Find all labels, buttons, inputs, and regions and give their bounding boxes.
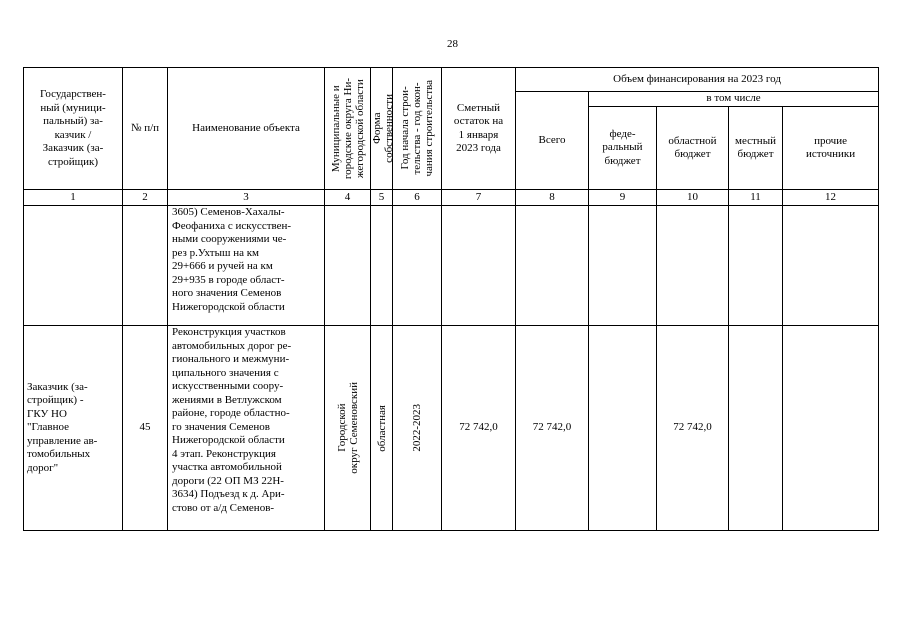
page-number: 28 xyxy=(447,38,458,50)
row-ownership: областная xyxy=(375,404,388,452)
column-number: 8 xyxy=(516,190,589,206)
row-object-name: 3605) Семенов-Хахалы- Феофаниха с искусствен- ными сооружениями че- рез р.Ухтыш на км 29+666 и ручей на км 29+935 в городе област- ного значения Семенов Нижегородской области xyxy=(168,206,325,326)
header-federal: феде- ральный бюджет xyxy=(589,107,657,190)
table-row xyxy=(24,326,879,531)
financing-table xyxy=(23,67,879,531)
row-municipality-cell xyxy=(325,326,371,531)
row-municipality: Городской округ Семеновский xyxy=(335,382,360,474)
header-local: местный бюджет xyxy=(729,107,783,190)
row-local xyxy=(729,326,783,531)
header-including: в том числе xyxy=(589,92,879,107)
header-row-1 xyxy=(24,68,879,92)
header-total: Всего xyxy=(516,92,589,190)
column-number: 4 xyxy=(325,190,371,206)
row-num: 45 xyxy=(123,326,168,531)
row-num xyxy=(123,206,168,326)
header-estimate: Сметный остаток на 1 января 2023 года xyxy=(442,68,516,190)
row-federal xyxy=(589,206,657,326)
header-years-cell xyxy=(393,68,442,190)
header-regional: областной бюджет xyxy=(657,107,729,190)
table-row xyxy=(24,206,879,326)
row-local xyxy=(729,206,783,326)
column-number: 11 xyxy=(729,190,783,206)
header-ownership: Форма собственности xyxy=(371,94,395,163)
row-total: 72 742,0 xyxy=(516,326,589,531)
header-municipality: Муниципальные и городские округа Ни- жегородской области xyxy=(329,77,366,180)
row-customer xyxy=(24,206,123,326)
row-total xyxy=(516,206,589,326)
column-number: 7 xyxy=(442,190,516,206)
row-regional: 72 742,0 xyxy=(657,326,729,531)
column-number: 1 xyxy=(24,190,123,206)
header-num: № п/п xyxy=(123,68,168,190)
row-other xyxy=(783,206,879,326)
row-years-cell xyxy=(393,326,442,531)
row-object-name: Реконструкция участков автомобильных дорог ре- гионального и межмуни- ципального значения с искусственными соору- жениями в Ветлужском районе, городе областно- го значения Семенов Нижегородской области 4 этап. Реконструкция участка автомобильной дороги (22 ОП МЗ 22Н- 3634) Подъезд к д. Ари- стово от а/д Семенов- xyxy=(168,326,325,531)
header-object-name: Наименование объекта xyxy=(168,68,325,190)
row-years xyxy=(393,206,442,326)
row-municipality xyxy=(325,206,371,326)
column-number: 9 xyxy=(589,190,657,206)
row-ownership-cell xyxy=(371,326,393,531)
row-regional xyxy=(657,206,729,326)
row-federal xyxy=(589,326,657,531)
row-ownership xyxy=(371,206,393,326)
row-estimate xyxy=(442,206,516,326)
header-years: Год начала строи- тельства - год окон- чания строительства xyxy=(399,80,435,177)
column-number: 10 xyxy=(657,190,729,206)
column-number: 3 xyxy=(168,190,325,206)
header-other: прочие источники xyxy=(783,107,879,190)
row-estimate: 72 742,0 xyxy=(442,326,516,531)
row-other xyxy=(783,326,879,531)
row-customer: Заказчик (за- стройщик) - ГКУ НО "Главное управление ав- томобильных дорог" xyxy=(24,326,123,531)
column-number: 6 xyxy=(393,190,442,206)
header-financing: Объем финансирования на 2023 год xyxy=(516,68,879,92)
header-ownership-cell xyxy=(371,68,393,190)
column-number: 2 xyxy=(123,190,168,206)
header-municipality-cell xyxy=(325,68,371,190)
column-number: 5 xyxy=(371,190,393,206)
column-numbers-row xyxy=(24,190,879,206)
column-number: 12 xyxy=(783,190,879,206)
header-customer: Государствен- ный (муници- пальный) за- казчик / Заказчик (за- стройщик) xyxy=(24,68,123,190)
row-years: 2022-2023 xyxy=(411,404,423,452)
